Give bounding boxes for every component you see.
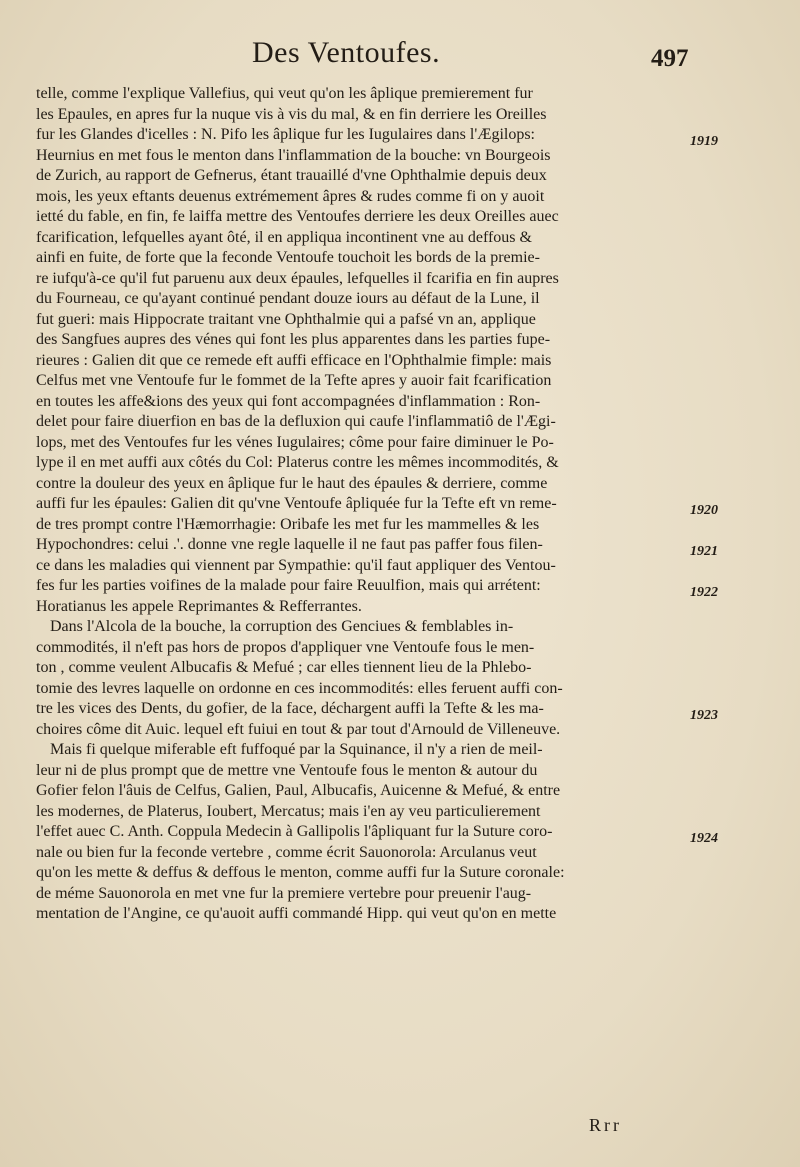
margin-note: 1921 <box>690 544 718 559</box>
text-line: de méme Sauonorola en met vne fur la premiere vertebre pour preuenir l'aug- <box>36 884 532 902</box>
paragraph-start-line: Dans l'Alcola de la bouche, la corruption des Genciues & femblables in- <box>50 618 514 635</box>
margin-note: 1922 <box>690 585 718 600</box>
text-line: choires côme dit Auic. lequel eft fuiui en tout & par tout d'Arnould de Villeneuve. <box>36 720 561 738</box>
text-line: lops, met des Ventoufes fur les vénes Iugulaires; côme pour faire diminuer le Po- <box>36 433 554 451</box>
text-line: auffi fur les épaules: Galien dit qu'vne Ventoufe âpliquée fur la Tefte eft vn reme- <box>36 495 557 512</box>
margin-note: 1920 <box>690 503 718 518</box>
text-line: ainfi en fuite, de forte que la feconde Ventoufe touchoit les bords de la premie- <box>36 249 540 266</box>
text-line: commodités, il n'eft pas hors de propos d'appliquer vne Ventoufe fous le men- <box>36 638 535 656</box>
page-header <box>0 36 800 80</box>
text-line: Gofier felon l'âuis de Celfus, Galien, Paul, Albucafis, Auicenne & Mefué, & entre <box>36 782 561 799</box>
text-line: de tres prompt contre l'Hæmorrhagie: Oribafe les met fur les mammelles & les <box>36 515 540 533</box>
text-line: lype il en met auffi aux côtés du Col: Platerus contre les mêmes incommodités, & <box>36 454 559 471</box>
text-line: fes fur les parties voifines de la malade pour faire Reuulfion, mais qui arrétent: <box>36 577 541 594</box>
text-line: leur ni de plus prompt que de mettre vne Ventoufe fous le menton & autour du <box>36 761 538 779</box>
page-number: 497 <box>651 45 689 72</box>
text-line: Horatianus les appele Reprimantes & Refferrantes. <box>36 597 362 615</box>
text-line: Heurnius en met fous le menton dans l'inflammation de la bouche: vn Bourgeois <box>36 146 551 164</box>
text-line: ce dans les maladies qui viennent par Sympathie: qu'il faut appliquer des Ventou- <box>36 556 556 574</box>
text-line: tomie des levres laquelle on ordonne en ces incommodités: elles feruent auffi con- <box>36 679 563 697</box>
text-line: nale ou bien fur la feconde vertebre , comme écrit Sauonorola: Arculanus veut <box>36 843 537 861</box>
margin-note: 1923 <box>690 708 718 723</box>
text-line: de Zurich, au rapport de Gefnerus, étant trauaillé d'vne Ophthalmie depuis deux <box>36 167 547 184</box>
text-line: les modernes, de Platerus, Ioubert, Mercatus; mais i'en ay veu particulierement <box>36 802 541 820</box>
body-text <box>36 84 686 925</box>
text-line: mentation de l'Angine, ce qu'auoit auffi commandé Hipp. qui veut qu'on en mette <box>36 905 557 922</box>
text-line: fcarification, lefquelles ayant ôté, il en appliqua incontinent vne au deffous & <box>36 228 532 246</box>
text-line: qu'on les mette & deffus & deffous le menton, comme auffi fur la Suture coronale: <box>36 864 565 881</box>
text-line: Celfus met vne Ventoufe fur le fommet de la Tefte apres y auoir fait fcarification <box>36 372 552 389</box>
text-line: du Fourneau, ce qu'ayant continué pendant douze iours au défaut de la Lune, il <box>36 290 540 307</box>
text-line: l'effet auec C. Anth. Coppula Medecin à Gallipolis l'âpliquant fur la Suture coro- <box>36 823 553 840</box>
text-line: contre la douleur des yeux en âplique fur le haut des épaules & derriere, comme <box>36 474 548 492</box>
text-line: fut gueri: mais Hippocrate traitant vne Ophthalmie qui a pafsé vn an, applique <box>36 310 536 328</box>
text-line: ton , comme veulent Albucafis & Mefué ; car elles tiennent lieu de la Phlebo- <box>36 659 532 676</box>
margin-note: 1924 <box>690 831 718 846</box>
text-line: ietté du fable, en fin, fe laiffa mettre des Ventoufes derriere les deux Oreilles auec <box>36 208 559 225</box>
text-line: re iufqu'à-ce qu'il fut paruenu aux deux épaules, lefquelles il fcarifia en fin aupres <box>36 269 559 287</box>
text-line: les Epaules, en apres fur la nuque vis à vis du mal, & en fin derriere les Oreilles <box>36 105 547 123</box>
text-line: telle, comme l'explique Vallefius, qui veut qu'on les âplique premierement fur <box>36 85 533 102</box>
text-line: delet pour faire diuerfion en bas de la defluxion qui caufe l'inflammatiô de l'Ægi- <box>36 413 556 430</box>
text-line: Hypochondres: celui .'. donne vne regle laquelle il ne faut pas paffer fous filen- <box>36 536 543 553</box>
signature-mark: Rrr <box>589 1115 622 1135</box>
paragraph-start-line: Mais fi quelque miferable eft fuffoqué par la Squinance, il n'y a rien de meil- <box>50 741 543 758</box>
text-line: en toutes les affe&ions des yeux qui font accompagnées d'inflammation : Ron- <box>36 392 541 410</box>
running-title: Des Ventoufes. <box>252 36 441 69</box>
text-line: fur les Glandes d'icelles : N. Pifo les âplique fur les Iugulaires dans l'Ægilops: <box>36 126 535 143</box>
text-line: des Sangfues aupres des vénes qui font les plus apparentes dans les parties fupe- <box>36 331 551 348</box>
text-line: mois, les yeux eftants deuenus extrémement âpres & rudes comme fi on y auoit <box>36 187 545 205</box>
text-line: rieures : Galien dit que ce remede eft auffi efficace en l'Ophthalmie fimple: mais <box>36 351 552 369</box>
text-line: tre les vices des Dents, du gofier, de la face, déchargent auffi la Tefte & les ma- <box>36 700 544 717</box>
margin-note: 1919 <box>690 134 718 149</box>
